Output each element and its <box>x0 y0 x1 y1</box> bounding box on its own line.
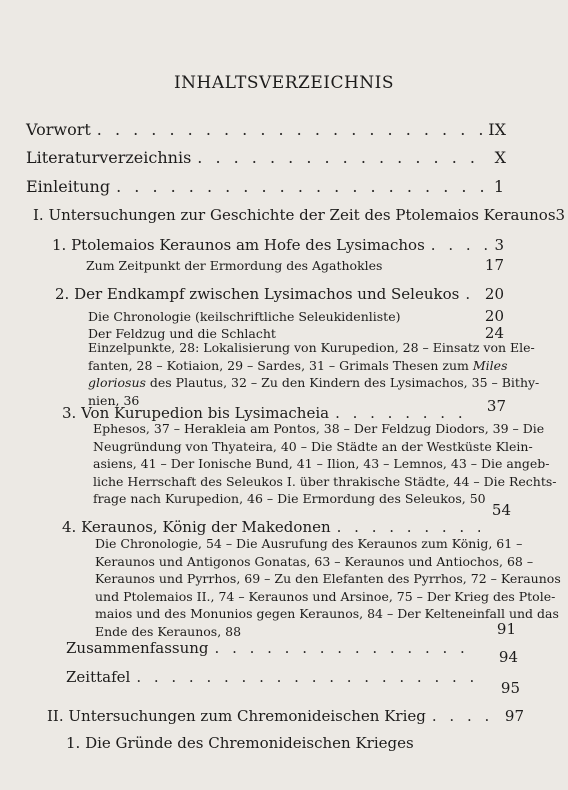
paragraph-line: Neugründung von Thyateira, 40 – Die Städte an der Westküste Klein- <box>93 438 533 454</box>
toc-page-number: 1 <box>493 177 504 196</box>
page-title: INHALTSVERZEICHNIS <box>173 73 395 93</box>
toc-entry-einleitung[interactable] <box>26 177 504 196</box>
dot-leader <box>215 639 474 657</box>
toc-entry-zusammenfassung[interactable] <box>66 639 480 657</box>
italic-title: gloriosus <box>88 375 146 390</box>
toc-page-number: 91 <box>496 620 516 638</box>
paragraph-line: Die Chronologie, 54 – Die Ausrufung des Keraunos zum König, 61 – <box>95 536 523 551</box>
paragraph-line: und Ptolemaios II., 74 – Keraunos und Arsinoe, 75 – Der Krieg des Ptole- <box>95 588 556 604</box>
toc-page-number: X <box>494 148 506 167</box>
toc-label: 1. Ptolemaios Keraunos am Hofe des Lysimachos <box>52 236 425 254</box>
toc-label: Zum Zeitpunkt der Ermordung des Agathokles <box>86 258 383 273</box>
toc-label: 2. Der Endkampf zwischen Lysimachos und Seleukos <box>55 285 460 303</box>
toc-page-number: 37 <box>486 397 506 415</box>
dot-leader <box>465 285 479 303</box>
paragraph-line <box>88 374 540 392</box>
toc-label: I. Untersuchungen zur Geschichte der Zeit des Ptolemaios Keraunos <box>33 206 556 224</box>
paragraph-line: nien, 36 <box>88 392 140 408</box>
toc-entry-chapter-1[interactable] <box>52 236 504 254</box>
text-span: fanten, 28 – Kotiaion, 29 – Sardes, 31 – Grimals Thesen zum <box>88 357 469 373</box>
paragraph-line: Ephesos, 37 – Herakleia am Pontos, 38 – Der Feldzug Diodors, 39 – Die <box>93 421 545 436</box>
toc-label: 4. Keraunos, König der Makedonen <box>62 518 331 536</box>
paragraph-line: Keraunos und Pyrrhos, 69 – Zu den Elefanten des Pyrrhos, 72 – Keraunos <box>95 571 561 586</box>
toc-entry-zeittafel[interactable] <box>66 668 480 686</box>
dot-leader <box>337 518 480 536</box>
toc-subentry-chronologie[interactable] <box>88 307 504 325</box>
toc-page-number: 3 <box>555 206 566 224</box>
paragraph-line: Ende des Keraunos, 88 <box>95 623 242 639</box>
toc-paragraph-chapter-3 <box>93 420 557 508</box>
paragraph-line: liche Herrschaft des Seleukos I. über thrakische Städte, 44 – Die Rechts- <box>93 473 557 489</box>
paragraph-line <box>88 357 508 375</box>
toc-entry-part-1[interactable] <box>33 206 566 224</box>
toc-label: Der Feldzug und die Schlacht <box>88 326 276 341</box>
toc-label: Die Chronologie (keilschriftliche Seleukidenliste) <box>88 309 401 324</box>
toc-page-number: 20 <box>484 307 504 325</box>
text-span: des Plautus, 32 – Zu den Kindern des Lysimachos, 35 – Bithy- <box>149 375 540 390</box>
toc-page-number: IX <box>488 120 506 139</box>
toc-subentry-agathokles[interactable] <box>86 256 504 274</box>
dot-leader <box>116 177 488 196</box>
dot-leader <box>97 120 483 139</box>
toc-label: 1. Die Gründe des Chremonideischen Krieges <box>66 734 414 752</box>
paragraph-line: Keraunos und Antigonos Gonatas, 63 – Keraunos und Antiochos, 68 – <box>95 553 534 569</box>
toc-entry-part-2[interactable] <box>47 707 524 725</box>
dot-leader <box>432 707 499 725</box>
toc-label: 3. Von Kurupedion bis Lysimacheia <box>62 404 330 422</box>
toc-label: Literaturverzeichnis <box>26 148 192 167</box>
dot-leader <box>197 148 488 167</box>
paragraph-line: frage nach Kurupedion, 46 – Die Ermordung des Seleukos, 50 <box>93 491 486 506</box>
toc-entry-chapter-4[interactable] <box>62 518 486 536</box>
toc-page-number: 17 <box>484 256 504 274</box>
toc-label: Zeittafel <box>66 668 131 686</box>
toc-page-number: 3 <box>494 236 504 254</box>
toc-page-number: 95 <box>500 679 520 697</box>
paragraph-line: Einzelpunkte, 28: Lokalisierung von Kurupedion, 28 – Einsatz von Ele- <box>88 340 535 355</box>
toc-page-number: 94 <box>498 648 518 666</box>
paragraph-line: asiens, 41 – Der Ionische Bund, 41 – Ilion, 43 – Lemnos, 43 – Die angeb- <box>93 456 550 471</box>
dot-leader <box>431 236 489 254</box>
toc-page-number: 20 <box>484 285 504 303</box>
toc-label: Vorwort <box>26 120 91 139</box>
paragraph-line: maios und des Monunios gegen Keraunos, 84 – Der Kelteneinfall und das <box>95 606 559 621</box>
toc-label: II. Untersuchungen zum Chremonideischen Krieg <box>47 707 426 725</box>
toc-entry-part-2-chapter-1[interactable] <box>66 734 414 752</box>
toc-label: Einleitung <box>26 177 111 196</box>
toc-entry-chapter-2[interactable] <box>55 285 504 303</box>
toc-page-number: 97 <box>504 707 524 725</box>
toc-page-number: 54 <box>491 501 511 519</box>
toc-entry-literaturverzeichnis[interactable] <box>26 148 506 167</box>
italic-title: Miles <box>472 357 508 373</box>
toc-page-number: 24 <box>484 324 504 342</box>
toc-label: Zusammenfassung <box>66 639 209 657</box>
toc-entry-vorwort[interactable] <box>26 120 506 139</box>
dot-leader <box>136 668 474 686</box>
